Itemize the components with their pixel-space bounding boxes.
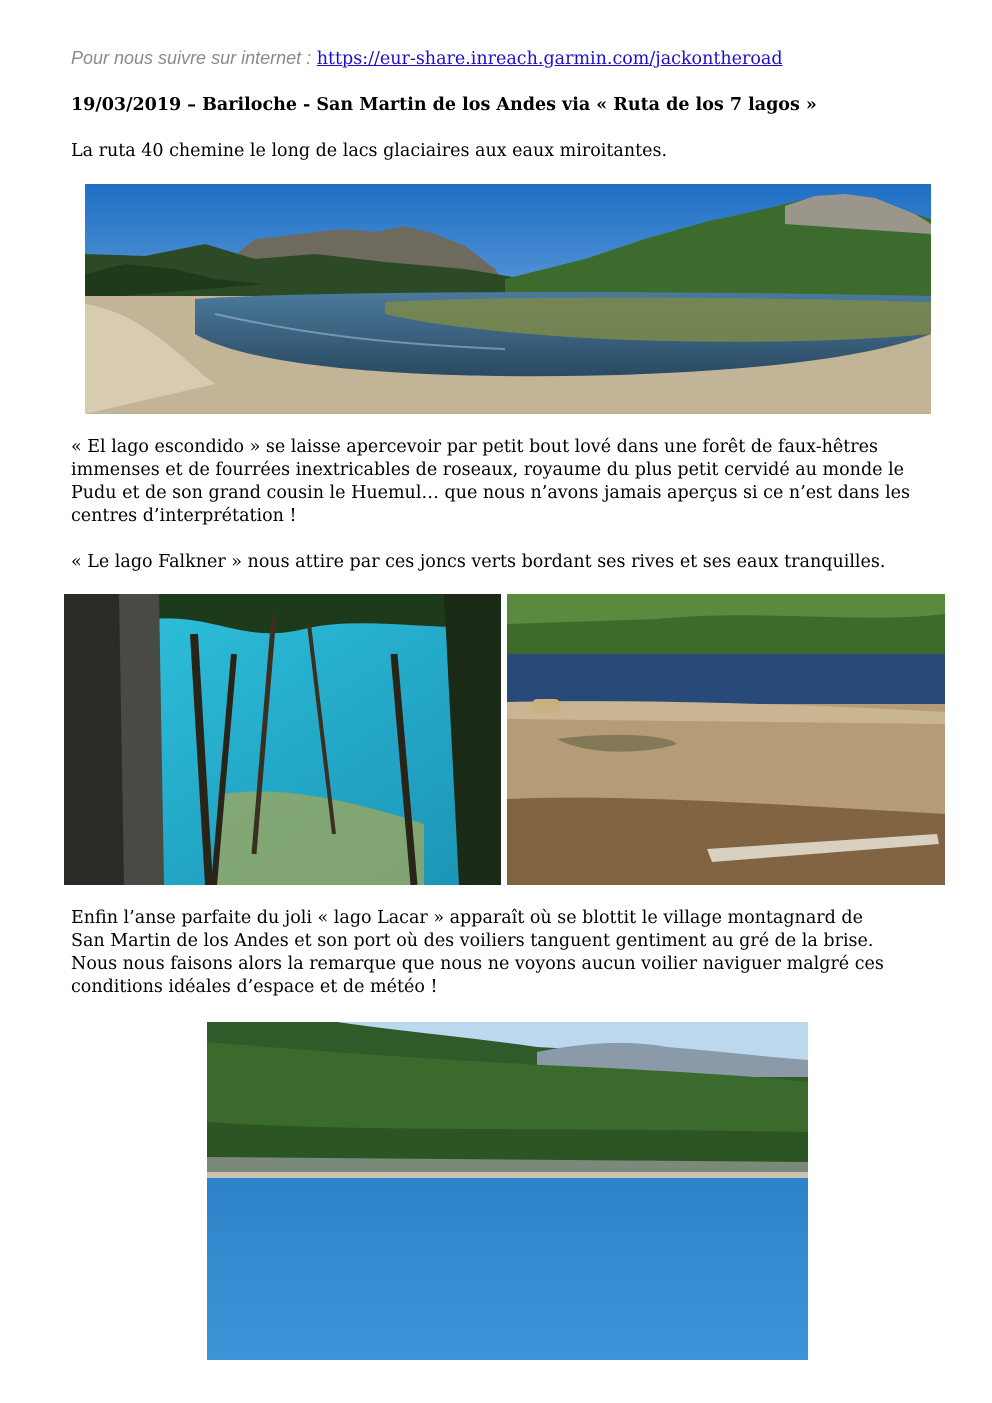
lago-escondido-photo <box>64 594 501 885</box>
lacar-paragraph-1: Enfin l’anse parfaite du joli « lago Lacar » apparaît où se blottit le village montagnard de San Martin de los Andes et son port où des voiliers tanguent gentiment au gré de la brise. <box>71 908 874 951</box>
escondido-paragraph: « El lago escondido » se laisse apercevoir par petit bout lové dans une forêt de faux-hêtres immenses et de fourrées inextricables de roseaux, royaume du plus petit cervidé au monde le Pudu et de son grand cousin le Huemul… que nous n’avons jamais aperçus si ce n’est dans les centres d’interprétation ! <box>71 437 911 526</box>
panorama-lake-photo <box>85 184 931 414</box>
intro-paragraph: La ruta 40 chemine le long de lacs glaciaires aux eaux miroitantes. <box>71 141 668 161</box>
lago-lacar-photo <box>207 1022 808 1360</box>
follow-link[interactable]: https://eur-share.inreach.garmin.com/jackontheroad <box>316 49 783 69</box>
follow-line <box>71 48 783 69</box>
lacar-paragraph-2: Nous nous faisons alors la remarque que nous ne voyons aucun voilier naviguer malgré ces conditions idéales d’espace et de météo ! <box>71 954 884 997</box>
falkner-paragraph: « Le lago Falkner » nous attire par ces joncs verts bordant ses rives et ses eaux tranquilles. <box>71 552 886 572</box>
follow-label: Pour nous suivre sur internet : <box>71 48 312 68</box>
lago-falkner-photo <box>507 594 945 885</box>
page-title: 19/03/2019 – Bariloche - San Martin de los Andes via « Ruta de los 7 lagos » <box>71 95 817 115</box>
